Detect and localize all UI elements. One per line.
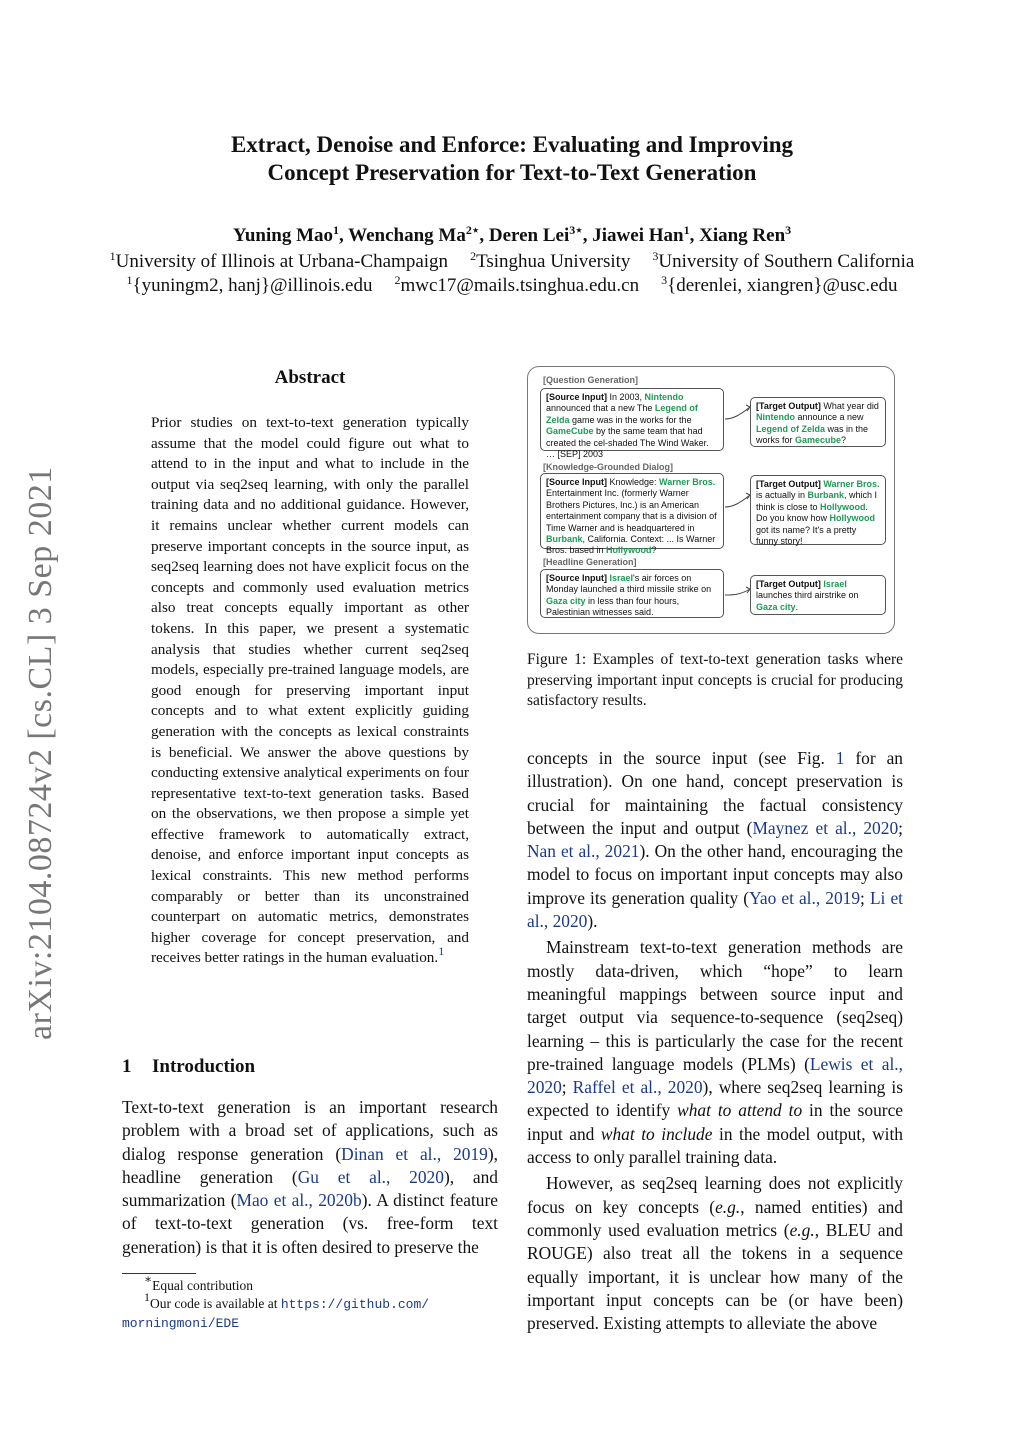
arxiv-identifier: arXiv:2104.08724v2 [cs.CL] 3 Sep 2021 — [22, 466, 59, 1040]
figure-text: ? — [841, 435, 847, 446]
abstract-text: Prior studies on text-to-text generation typically assume that the model could figure out what to attend to in the input and what to include in the output via seq2seq learning, with only the parallel training data and no additional guidance. However, it remains unclear whether current models can preserve important concepts in the source input, as seq2seq learning does not have explicit focus on the concepts and commonly used evaluation metrics also treat concepts equally important as other tokens. In this paper, we present a systematic analysis that studies whether current seq2seq models, especially pre-trained language models, are good enough for preserving important input concepts and to what extent explicitly guiding generation with the concepts as lexical constraints is beneficial. We answer the above questions by conducting extensive analytical experiments on four representative text-to-text generation tasks. Based on the observations, we then propose a simple yet effective framework to automatically extract, denoise, and enforce important input concepts as lexical constraints. This new method performs comparably or better than its unconstrained counterpart on automatic metrics, demonstrates higher coverage for concept preservation, and receives better ratings in the human evaluation. — [151, 414, 469, 967]
citation-link[interactable]: Yao et al., 2019 — [749, 887, 861, 908]
concept-highlight: Hollywood — [829, 513, 876, 524]
concept-highlight: Gaza city — [546, 595, 586, 606]
figure-text: in less than four hours, Palestinian witnesses said. — [546, 595, 680, 618]
figure-section-label: [Question Generation] — [543, 375, 639, 385]
figure-text: ? — [651, 545, 657, 556]
figure-text: launches third airstrike on — [756, 590, 859, 601]
source-input-box — [540, 388, 724, 460]
concept-highlight: Legend of Zelda — [546, 403, 698, 425]
section-number: 1 — [122, 1056, 132, 1077]
source-label: [Source Input] — [546, 573, 607, 583]
author-name: , Xiang Ren — [689, 225, 786, 246]
body-text: ), where seq2seq learning is expected to identify — [527, 1077, 904, 1121]
figure-text: Knowledge: — [607, 477, 660, 487]
citation-link[interactable]: Maynez et al., 2020 — [752, 817, 899, 838]
source-label: [Source Input] — [546, 477, 607, 487]
figure-text: is actually in — [756, 490, 808, 501]
figure-section-label: [Headline Generation] — [543, 557, 637, 567]
title-line-1: Extract, Denoise and Enforce: Evaluating and Improving — [230, 132, 794, 157]
target-output-box — [750, 397, 886, 447]
footnote-code — [122, 1290, 498, 1333]
figure-text: , California. Context: ... Is Warner Bros. based in — [546, 534, 716, 556]
italic-text: what to include — [600, 1123, 713, 1144]
body-text: ), headline generation ( — [122, 1143, 498, 1187]
citation-link[interactable]: Mao et al., 2020b — [236, 1190, 362, 1211]
affil-mark: 3 — [652, 249, 659, 263]
author-name: , Wenchang Ma — [339, 225, 466, 246]
concept-highlight: Legend of Zelda — [756, 423, 826, 434]
figure-text: Entertainment Inc. (formerly Warner Brothers Pictures, Inc.) is an American entertainment company that is a division of Time Warner and is headquartered in — [546, 488, 717, 533]
abstract-heading: Abstract — [274, 367, 346, 388]
concept-highlight: Warner Bros. — [659, 477, 716, 487]
author-affil-mark: 3 — [785, 223, 792, 237]
body-text: ), and summarization ( — [122, 1166, 498, 1211]
body-text: ; — [860, 887, 870, 908]
footnote-rule — [122, 1273, 196, 1274]
footnote-text: Our code is available at — [150, 1296, 281, 1311]
affil-mark: 3 — [661, 273, 668, 287]
intro-paragraph-left — [122, 1096, 498, 1259]
body-text: in the source input and — [527, 1100, 904, 1144]
concept-highlight: Burbank — [546, 534, 583, 545]
figure-text: What year did — [820, 401, 879, 411]
body-text: ). On the other hand, encouraging the model to focus on important input concepts may also improve its generation quality ( — [527, 841, 904, 908]
body-text: ; — [561, 1077, 573, 1098]
footnote-equal-contribution — [122, 1272, 498, 1295]
concept-highlight: GameCube — [546, 426, 594, 437]
target-output-box — [750, 575, 886, 615]
abstract-body — [151, 413, 469, 969]
figure-text: announced that a new The — [546, 403, 655, 414]
italic-text: e.g. — [789, 1219, 815, 1240]
paper-title — [0, 131, 1024, 187]
figure-1 — [527, 366, 895, 634]
footnote-mark[interactable]: 1 — [438, 944, 445, 959]
citation-link[interactable]: Gu et al., 2020 — [297, 1166, 444, 1187]
email: {derenlei, xiangren}@usc.edu — [667, 275, 898, 296]
source-text — [546, 477, 717, 555]
section-heading — [122, 1056, 255, 1078]
citation-link[interactable]: Li et al., 2020 — [527, 887, 903, 932]
body-text: Mainstream text-to-text generation methods are mostly data-driven, which “hope” to learn meaningful mappings between source input and target output via sequence-to-sequence (seq2seq) learning – this is particularly the case for the recent pre-trained language models (PLMs) ( — [527, 937, 903, 1074]
footnote-mark: 1 — [144, 1290, 150, 1304]
concept-highlight: Burbank — [807, 490, 845, 501]
concept-highlight: Nintendo — [756, 412, 795, 423]
arrow-icon — [725, 589, 750, 595]
body-text: ; — [898, 817, 903, 838]
figure-ref-link[interactable]: 1 — [835, 748, 845, 768]
email: {yuningm2, hanj}@illinois.edu — [132, 275, 373, 296]
footnote-text: Equal contribution — [152, 1278, 254, 1293]
author-affil-mark: 2⋆ — [465, 223, 480, 237]
figure-text: game was in the works for the — [569, 414, 692, 425]
arrow-icon — [725, 407, 750, 419]
figure-text: . — [795, 601, 799, 612]
affiliation: University of Illinois at Urbana-Champaign — [115, 251, 449, 272]
body-text: in the model output, with access to only parallel training data. — [527, 1123, 903, 1168]
figure-text: by the same team that had created the cel-shaded The Wind Waker. … [SEP] 2003 — [546, 426, 709, 460]
figure-caption: Figure 1: Examples of text-to-text generation tasks where preserving important input concepts is crucial for producing satisfactory results. — [527, 651, 903, 709]
italic-text: e.g. — [715, 1196, 741, 1217]
concept-highlight: Gaza city — [756, 601, 796, 612]
code-url-link[interactable]: morningmoni/EDE — [122, 1316, 240, 1331]
target-label: [Target Output] — [756, 401, 821, 411]
affil-mark: 2 — [470, 249, 477, 263]
concept-highlight: Hollywood — [606, 545, 652, 556]
author-name: , Jiawei Han — [582, 225, 684, 246]
italic-text: what to attend to — [677, 1100, 803, 1121]
figure-text: was in the works for — [756, 423, 869, 446]
affiliations — [0, 251, 1024, 273]
paragraph — [527, 747, 903, 933]
concept-highlight: Israel — [823, 579, 847, 589]
figure-section-label: [Knowledge-Grounded Dialog] — [543, 462, 673, 472]
figure-text: 's air forces on Monday launched a third missile strike on — [546, 573, 712, 595]
affiliation: University of Southern California — [658, 251, 915, 272]
source-text — [546, 392, 709, 459]
concept-highlight: Hollywood — [820, 501, 866, 512]
figure-text: announce a new — [795, 412, 864, 423]
target-label: [Target Output] — [756, 479, 821, 489]
arrow-icon — [725, 495, 750, 507]
source-input-box — [540, 569, 724, 618]
body-text: , BLEU and ROUGE) also treat all the tokens in a sequence equally important, it is unclear how many of the important input concepts can be (or have been) preserved. Existing attempts to alleviate the above — [527, 1219, 903, 1334]
author-name: , Deren Lei — [479, 225, 570, 246]
author-list — [0, 225, 1024, 247]
body-text: However, as seq2seq learning does not explicitly focus on key concepts ( — [527, 1173, 903, 1217]
concept-highlight: Gamecube — [795, 435, 842, 446]
author-affil-mark: 1 — [683, 223, 690, 237]
section-title: Introduction — [152, 1056, 256, 1077]
body-text: , named entities) and commonly used evaluation metrics ( — [527, 1196, 903, 1240]
paragraph — [527, 1172, 903, 1335]
figure-text: . Do you know how — [756, 501, 869, 524]
target-output-box — [750, 475, 886, 545]
author-affil-mark: 3⋆ — [569, 223, 583, 237]
email: mwc17@mails.tsinghua.edu.cn — [400, 275, 640, 296]
citation-link[interactable]: Dinan et al., 2019 — [341, 1143, 488, 1164]
body-text: Text-to-text generation is an important research problem with a broad set of applications, such as dialog response generation ( — [122, 1097, 498, 1164]
body-text: concepts in the source input (see Fig. — [527, 748, 836, 768]
concept-highlight: Nintendo — [644, 392, 684, 402]
paragraph — [527, 936, 903, 1169]
affil-mark: 1 — [109, 249, 116, 263]
citation-link[interactable]: Nan et al., 2021 — [527, 841, 640, 862]
title-line-2: Concept Preservation for Text-to-Text Generation — [267, 160, 757, 185]
figure-text: , which I think is close to — [756, 490, 878, 512]
concept-highlight: Israel — [609, 573, 634, 583]
figure-text: got its name? It's a pretty funny story! — [756, 524, 857, 547]
author-name: Yuning Mao — [232, 225, 333, 246]
affil-mark: 1 — [126, 273, 133, 287]
emails — [0, 275, 1024, 297]
figure-text: In 2003, — [609, 392, 645, 402]
code-url-link[interactable]: https://github.com/ — [280, 1297, 430, 1312]
target-text — [756, 479, 880, 546]
affiliation: Tsinghua University — [476, 251, 631, 272]
footnote-mark: ∗ — [144, 1272, 153, 1286]
citation-link[interactable]: Raffel et al., 2020 — [572, 1077, 703, 1098]
target-label: [Target Output] — [756, 579, 821, 589]
citation-link[interactable]: Lewis et al., 2020 — [527, 1053, 903, 1098]
author-affil-mark: 1 — [333, 223, 339, 237]
body-text: for an illustration). On one hand, concept preservation is crucial for maintaining the factual consistency between the input and output ( — [527, 748, 904, 838]
body-text: ). A distinct feature of text-to-text generation (vs. free-form text generation) is that it is often desired to preserve the — [122, 1190, 498, 1257]
intro-paragraphs-right — [527, 747, 903, 1335]
source-label: [Source Input] — [546, 392, 607, 402]
affil-mark: 2 — [394, 273, 401, 287]
concept-highlight: Warner Bros. — [823, 479, 880, 489]
source-input-box — [540, 473, 724, 556]
body-text: ). — [587, 911, 598, 932]
